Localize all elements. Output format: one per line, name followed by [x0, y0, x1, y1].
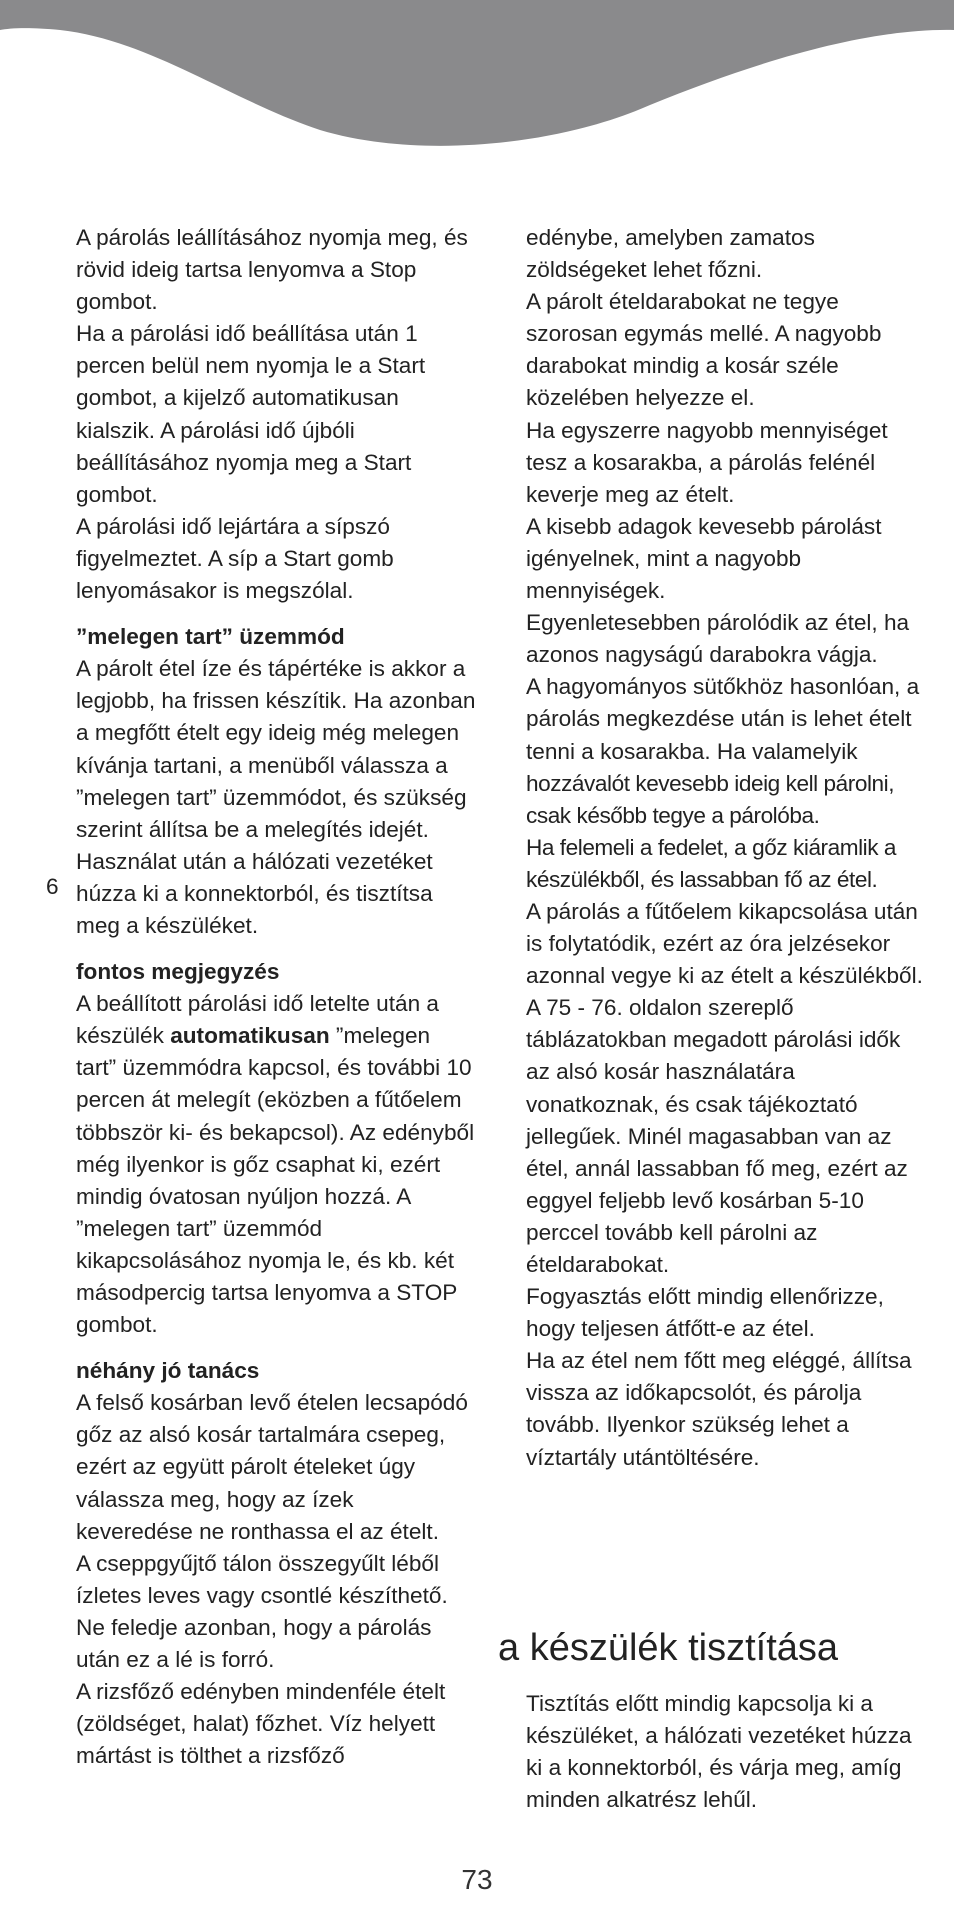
- step-marker: 6: [46, 874, 59, 899]
- paragraph-beep-signal: A párolási idő lejártára a sípszó figyelmeztet. A síp a Start gomb lenyomásakor is megszólal.: [76, 513, 394, 604]
- paragraph-rice-bowl: A rizsfőző edényben mindenféle ételt (zöldséget, halat) főzhet. Víz helyett mártást is tölthet a rizsfőző: [76, 1679, 446, 1769]
- left-column: [76, 222, 476, 1772]
- paragraph-stop-steaming: A párolás leállításához nyomja meg, és rövid ideig tartsa lenyomva a Stop gombot.: [76, 225, 468, 315]
- paragraph-stir: Ha egyszerre nagyobb mennyiséget tesz a kosarakba, a párolás felénél keverje meg az ételt.: [526, 417, 888, 507]
- paragraph-add-later: A hagyományos sütőkhöz hasonlóan, a párolás megkezdése után is lehet ételt tenni a kosarakba. Ha valamelyik: [526, 674, 920, 764]
- paragraph-reset-timer: Ha az étel nem főtt meg eléggé, állítsa vissza az időkapcsolót, és párolja tovább. Ilyenkor szükség lehet a víztartály utántöltésére.: [526, 1348, 912, 1470]
- text-segment: A beállított párolási idő letelte után a készülék: [76, 991, 439, 1049]
- paragraph-after-use: Használat után a hálózati vezetéket húzza ki a konnektorból, és tisztítsa meg a készüléket.: [76, 848, 433, 938]
- paragraph-upper-basket: A felső kosárban levő ételen lecsapódó gőz az alsó kosár tartalmára csepeg, ezért az együtt párolt ételeket úgy válassza meg, hogy az ízek keveredése ne ronthassa el az ételt.: [76, 1390, 468, 1544]
- paragraph-check-cooked: Fogyasztás előtt mindig ellenőrizze, hogy teljesen átfőtt-e az étel.: [526, 1284, 884, 1342]
- heading-important-note: fontos megjegyzés: [76, 959, 280, 985]
- text-segment: ”melegen tart” üzemmódra kapcsol, és további 10 percen át melegít (eközben a fűtőelem többször ki- és bekapcsol). Az edényből még ilyenkor is gőz csaphat ki, ezért mindig óvatosan nyúljon hozzá. A ”melegen tart” üzemmód kikapcsolásához nyomja le, és kb. két másodpercig tartsa lenyomva a STOP gombot.: [76, 1023, 475, 1338]
- paragraph-small-portions: A kisebb adagok kevesebb párolást igényelnek, mint a nagyobb mennyiségek.: [526, 513, 882, 604]
- paragraph-drip-tray: A cseppgyűjtő tálon összegyűlt léből ízletes leves vagy csontlé készíthető. Ne feledje azonban, hogy a párolás után ez a lé is forró.: [76, 1550, 448, 1673]
- paragraph-even-pieces: Egyenletesebben párolódik az étel, ha azonos nagyságú darabokra vágja.: [526, 610, 910, 668]
- paragraph-lid-lift: Ha felemeli a fedelet, a gőz kiáramlik a készülékből, és lassabban fő az étel.: [526, 834, 897, 892]
- paragraph-residual-heat: A párolás a fűtőelem kikapcsolása után is folytatódik, ezért az óra jelzésekor azonnal vegye ki az ételt a készülékből.: [526, 898, 923, 989]
- right-column: [526, 222, 926, 1474]
- page-number: 73: [461, 1864, 493, 1895]
- paragraph-steam-times: A 75 - 76. oldalon szereplő táblázatokban megadott párolási idők az alsó kosár használatára vonatkoznak, és csak tájékoztató jellegűek. Minél magasabban van az étel, annál lassabban fő meg, ezért az eggyel feljebb levő kosárban 5-10 perccel tovább kell párolni az ételdarabokat.: [526, 995, 908, 1277]
- heading-tips: néhány jó tanács: [76, 1358, 260, 1384]
- header-wave-decoration: [0, 0, 954, 160]
- bold-automatically: automatikusan: [170, 1023, 330, 1049]
- paragraph-keep-warm: A párolt étel íze és tápértéke is akkor a legjobb, ha frissen készítik. Ha azonban a megfőtt ételt egy ideig még melegen kívánja tartani, a menüből válassza a ”melegen tart” üzemmódot, és szükség szerint állítsa be a melegítés idejét.: [76, 656, 476, 842]
- section-title-cleaning: a készülék tisztítása: [498, 1627, 839, 1669]
- paragraph-display-timeout: Ha a párolási idő beállítása után 1 percen belül nem nyomja le a Start gombot, a kijelző automatikusan kialszik. A párolási idő újbóli beállításához nyomja meg a Start gombot.: [76, 321, 426, 507]
- paragraph-arrangement: A párolt ételdarabokat ne tegye szorosan egymás mellé. A nagyobb darabokat mindig a kosár széle közelében helyezze el.: [526, 289, 882, 411]
- paragraph-rice-bowl-cont: edénybe, amelyben zamatos zöldségeket lehet főzni.: [526, 225, 815, 283]
- paragraph-add-later-cont: hozzávalót kevesebb ideig kell párolni, csak később tegye a párolóba.: [526, 770, 895, 828]
- paragraph-cleaning: Tisztítás előtt mindig kapcsolja ki a készüléket, a hálózati vezetéket húzza ki a konnektorból, és várja meg, amíg minden alkatrész lehűl.: [526, 1691, 912, 1813]
- paragraph-auto-keep-warm: [76, 988, 476, 1341]
- heading-keep-warm: ”melegen tart” üzemmód: [76, 624, 345, 650]
